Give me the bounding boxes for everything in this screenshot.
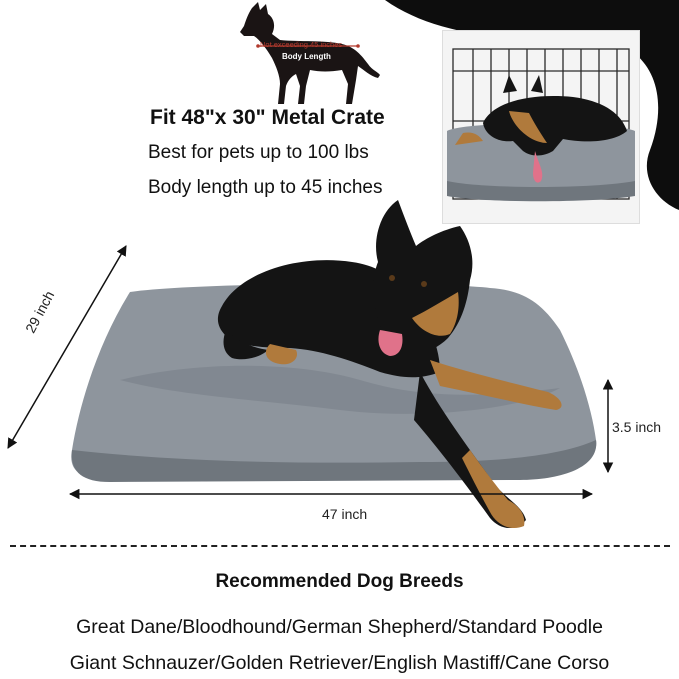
depth-label: 29 inch	[22, 288, 58, 336]
breeds-line-1: Great Dane/Bloodhound/German Shepherd/Standard Poodle	[76, 616, 603, 638]
headline: Fit 48"x 30" Metal Crate	[150, 106, 385, 129]
breeds-title: Recommended Dog Breeds	[215, 571, 464, 592]
bed-with-dog-photo	[0, 190, 679, 540]
spec-weight: Best for pets up to 100 lbs	[148, 142, 369, 163]
dog-silhouette-graphic	[230, 0, 380, 108]
measure-sub-label: Body Length	[282, 52, 331, 61]
measure-label: Not exceeding 45 inches	[260, 40, 343, 49]
width-label: 47 inch	[322, 506, 368, 522]
height-label: 3.5 inch	[612, 419, 662, 435]
dashed-divider	[10, 545, 670, 547]
spec-body-length: Body length up to 45 inches	[148, 177, 383, 198]
breeds-line-2: Giant Schnauzer/Golden Retriever/English Mastiff/Cane Corso	[69, 652, 610, 674]
